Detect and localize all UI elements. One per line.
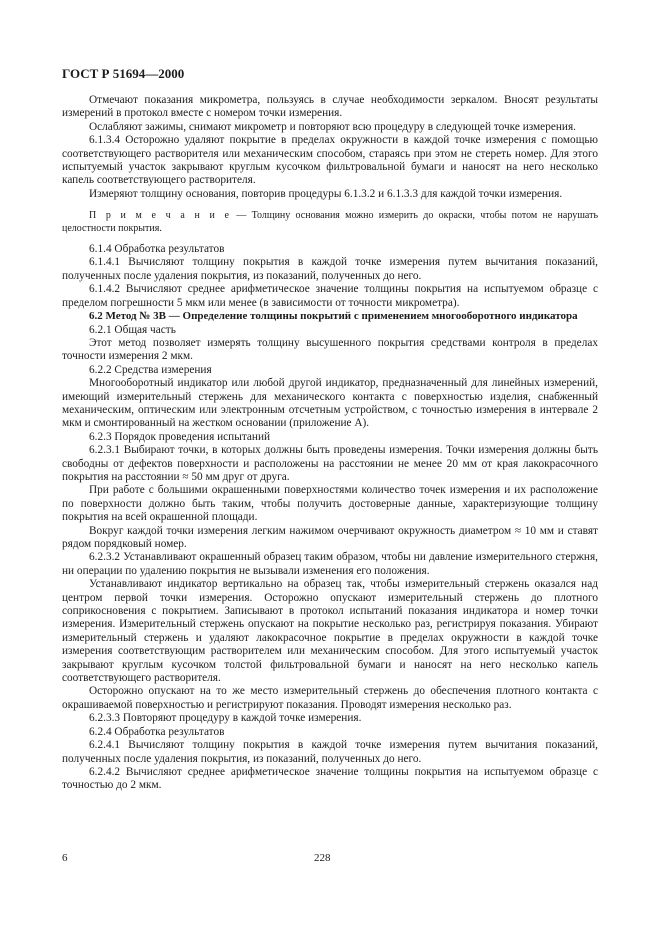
section-heading: 6.2 Метод № 3В — Определение толщины покрытий с применением многооборотного индикатора (89, 310, 578, 323)
paragraph: 6.2.3 Порядок проведения испытаний (89, 430, 271, 443)
paragraph: 6.2.2 Средства измерения (89, 363, 212, 376)
paragraph: 6.2.1 Общая часть (89, 323, 176, 336)
paragraph: 6.1.4.1 Вычисляют толщину покрытия в каждой точке измерения путем вычитания показаний, полученных после удаления покрытия, из показаний, полученных до него. (62, 256, 598, 282)
paragraph: Измеряют толщину основания, повторив процедуры 6.1.3.2 и 6.1.3.3 для каждой точки измерения. (89, 187, 563, 200)
paragraph: Устанавливают индикатор вертикально на образец так, чтобы измерительный стержень оказался над центром первой точки измерения. Осторожно опускают измерительный стержень до плотного соприкосновения с покрытием. Записывают в протокол испытаний показания индикатора и номер точки измерения. Измерительный стержень опускают на покрытие несколько раз, регистрируя показания. Убирают измерительный стержень и удаляют лакокрасочное покрытие в пределах окружности в каждой точке измерения соответствующим растворителем или механическим способом. Для этого испытуемый участок закрывают круглым кусочком толстой фильтровальной бумаги и наносят на него несколько капель соответствующего растворителя. (62, 578, 598, 685)
paragraph: 6.2.3.3 Повторяют процедуру в каждой точке измерения. (89, 712, 362, 725)
document-body (62, 94, 598, 793)
paragraph: Осторожно опускают на то же место измерительный стержень до обеспечения плотного контакта с окрашиваемой поверхностью и регистрируют показания. Проводят измерения несколько раз. (62, 685, 598, 711)
document-header: ГОСТ Р 51694—2000 (62, 66, 185, 81)
paragraph: 6.2.3.1 Выбирают точки, в которых должны быть проведены измерения. Точки измерения должны быть свободны от дефектов поверхности и расположены на расстоянии не менее 20 мм от края лакокрасочного покрытия на расстоянии ≈ 50 мм друг от друга. (62, 444, 598, 483)
paragraph: 6.2.4.1 Вычисляют толщину покрытия в каждой точке измерения путем вычитания показаний, полученных после удаления покрытия, из показаний, полученных до него. (62, 739, 598, 765)
paragraph: Вокруг каждой точки измерения легким нажимом очерчивают окружность диаметром ≈ 10 мм и ставят рядом порядковый номер. (62, 524, 598, 550)
paragraph: 6.1.4 Обработка результатов (89, 243, 225, 256)
paragraph: Ослабляют зажимы, снимают микрометр и повторяют всю процедуру в следующей точке измерения. (89, 120, 576, 133)
paragraph: 6.2.4.2 Вычисляют среднее арифметическое значение толщины покрытия на испытуемом образце с точностью до 2 мкм. (62, 765, 598, 792)
paragraph: Отмечают показания микрометра, пользуясь в случае необходимости зеркалом. Вносят результаты измерений в протокол вместе с номером точки измерения. (62, 94, 598, 120)
paragraph: Многооборотный индикатор или любой другой индикатор, предназначенный для линейных измерений, имеющий измерительный стержень для механического контакта с поверхностью изделия, снабженный механическим, оптическим или электронным отсчетным устройством, с точностью измерения в интервале 2 мкм и смонтированный на жестком основании (приложение А). (62, 377, 598, 430)
paragraph: При работе с большими окрашенными поверхностями количество точек измерения и их расположение по поверхности должно быть таким, чтобы получить достоверные данные, характеризующие толщину покрытия на всей окрашенной площади. (62, 484, 598, 524)
paragraph: 6.1.4.2 Вычисляют среднее арифметическое значение толщины покрытия на испытуемом образце с пределом погрешности 5 мкм или менее (в зависимости от точности микрометра). (62, 283, 598, 309)
page-number: 6 (62, 852, 68, 864)
note-text: — Толщину основания можно измерить до окраски, чтобы потом не нарушать целостности покрытия. (62, 210, 599, 234)
note-label: П р и м е ч а н и е (89, 210, 232, 222)
paragraph: Этот метод позволяет измерять толщину высушенного покрытия средствами контроля в пределах точности измерения 2 мкм. (62, 336, 598, 363)
sheet-number: 228 (314, 852, 331, 864)
paragraph: 6.2.4 Обработка результатов (89, 725, 225, 738)
paragraph: 6.1.3.4 Осторожно удаляют покрытие в пределах окружности в каждой точке измерения с помощью соответствующего растворителя или механическим способом, стараясь при этом не стереть номер. Для этого испытуемый участок закрывают круглым кусочком фильтровальной бумаги и наносят на него несколько капель соответствующего растворителя. (62, 134, 598, 187)
paragraph: 6.2.3.2 Устанавливают окрашенный образец таким образом, чтобы ни давление измерительного стержня, ни операции по удалению покрытия не вызывали изменения его положения. (62, 551, 598, 577)
note (62, 210, 598, 235)
